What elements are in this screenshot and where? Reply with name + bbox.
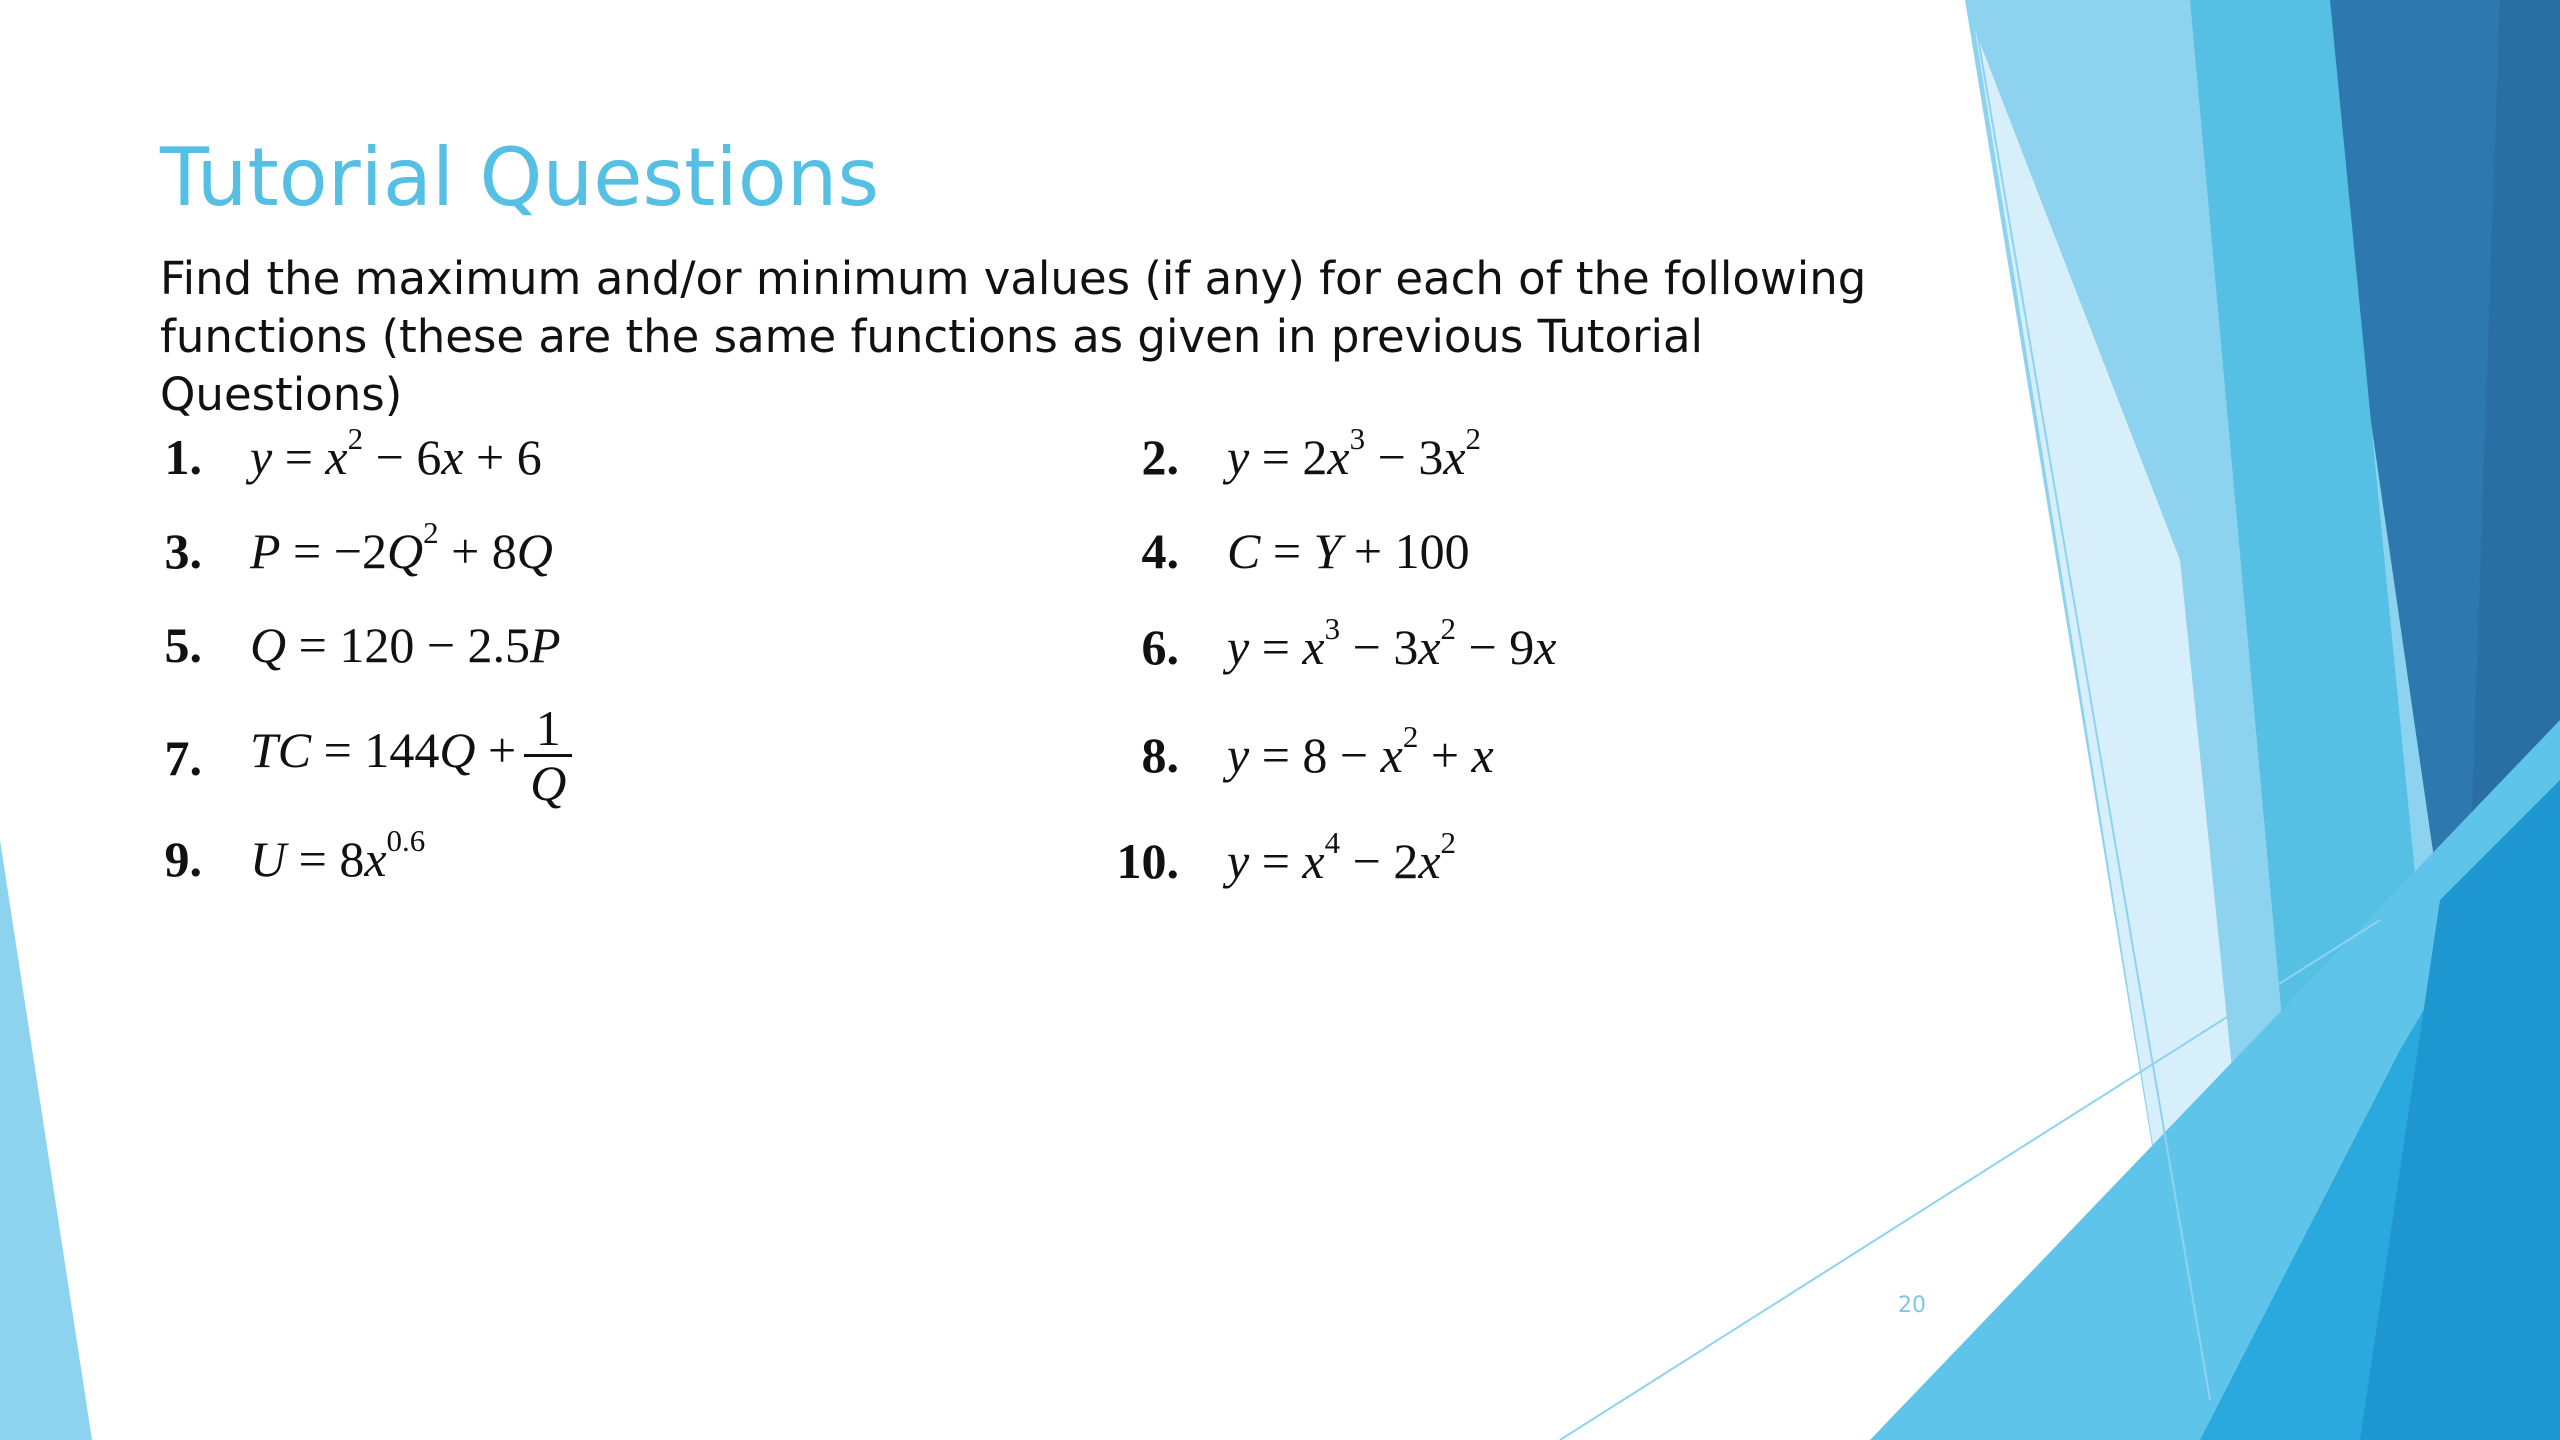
math-expression: Q = 120 − 2.5P — [250, 617, 561, 673]
question-9 — [164, 823, 426, 887]
math-expression: $y = x^3 - 3x^2 - 9x$ — [1227, 611, 1557, 675]
question-number: 6. — [1141, 619, 1179, 675]
question-4 — [1141, 523, 1470, 579]
math-expression: $P = -2Q^2 + 8Q$ — [250, 515, 553, 579]
question-number: 5. — [164, 617, 202, 673]
question-number: 8. — [1141, 727, 1179, 783]
math-expression: $U = 8x^{0.6}$ — [250, 823, 426, 887]
question-8 — [1141, 719, 1494, 783]
math-expression: $y = x^4 - 2x^2$ — [1227, 825, 1457, 889]
instructions-line-1: Find the maximum and/or minimum values (if any) for each of the following — [160, 252, 1867, 305]
math-expression: C = Y + 100 — [1227, 523, 1470, 579]
slide-page-number: 20 — [1898, 1293, 1926, 1318]
question-2 — [1141, 421, 1482, 485]
question-1 — [164, 421, 542, 485]
question-number: 10. — [1116, 833, 1179, 889]
math-expression: $y = 2x^3 - 3x^2$ — [1227, 421, 1482, 485]
question-number: 7. — [164, 730, 202, 786]
question-5 — [164, 617, 561, 673]
question-10 — [1116, 825, 1457, 889]
question-3 — [164, 515, 553, 579]
instructions-text — [160, 250, 1920, 424]
instructions-line-2: functions (these are the same functions as given in previous Tutorial Questions) — [160, 310, 1704, 421]
question-number: 4. — [1141, 523, 1179, 579]
question-number: 2. — [1141, 429, 1179, 485]
question-7 — [164, 700, 572, 811]
math-expression: $y = x^2 - 6x + 6$ — [250, 421, 542, 485]
math-expression: $y = 8 - x^2 + x$ — [1227, 719, 1494, 783]
slide-title: Tutorial Questions — [160, 131, 880, 224]
question-6 — [1141, 611, 1557, 675]
question-number: 1. — [164, 429, 202, 485]
bg-shape-left-triangle — [0, 840, 92, 1440]
question-number: 9. — [164, 831, 202, 887]
fraction: $\frac{1}{Q}$ — [524, 702, 572, 809]
question-number: 3. — [164, 523, 202, 579]
math-expression: TC = 144Q + $\frac{1}{Q}$ — [250, 702, 572, 809]
